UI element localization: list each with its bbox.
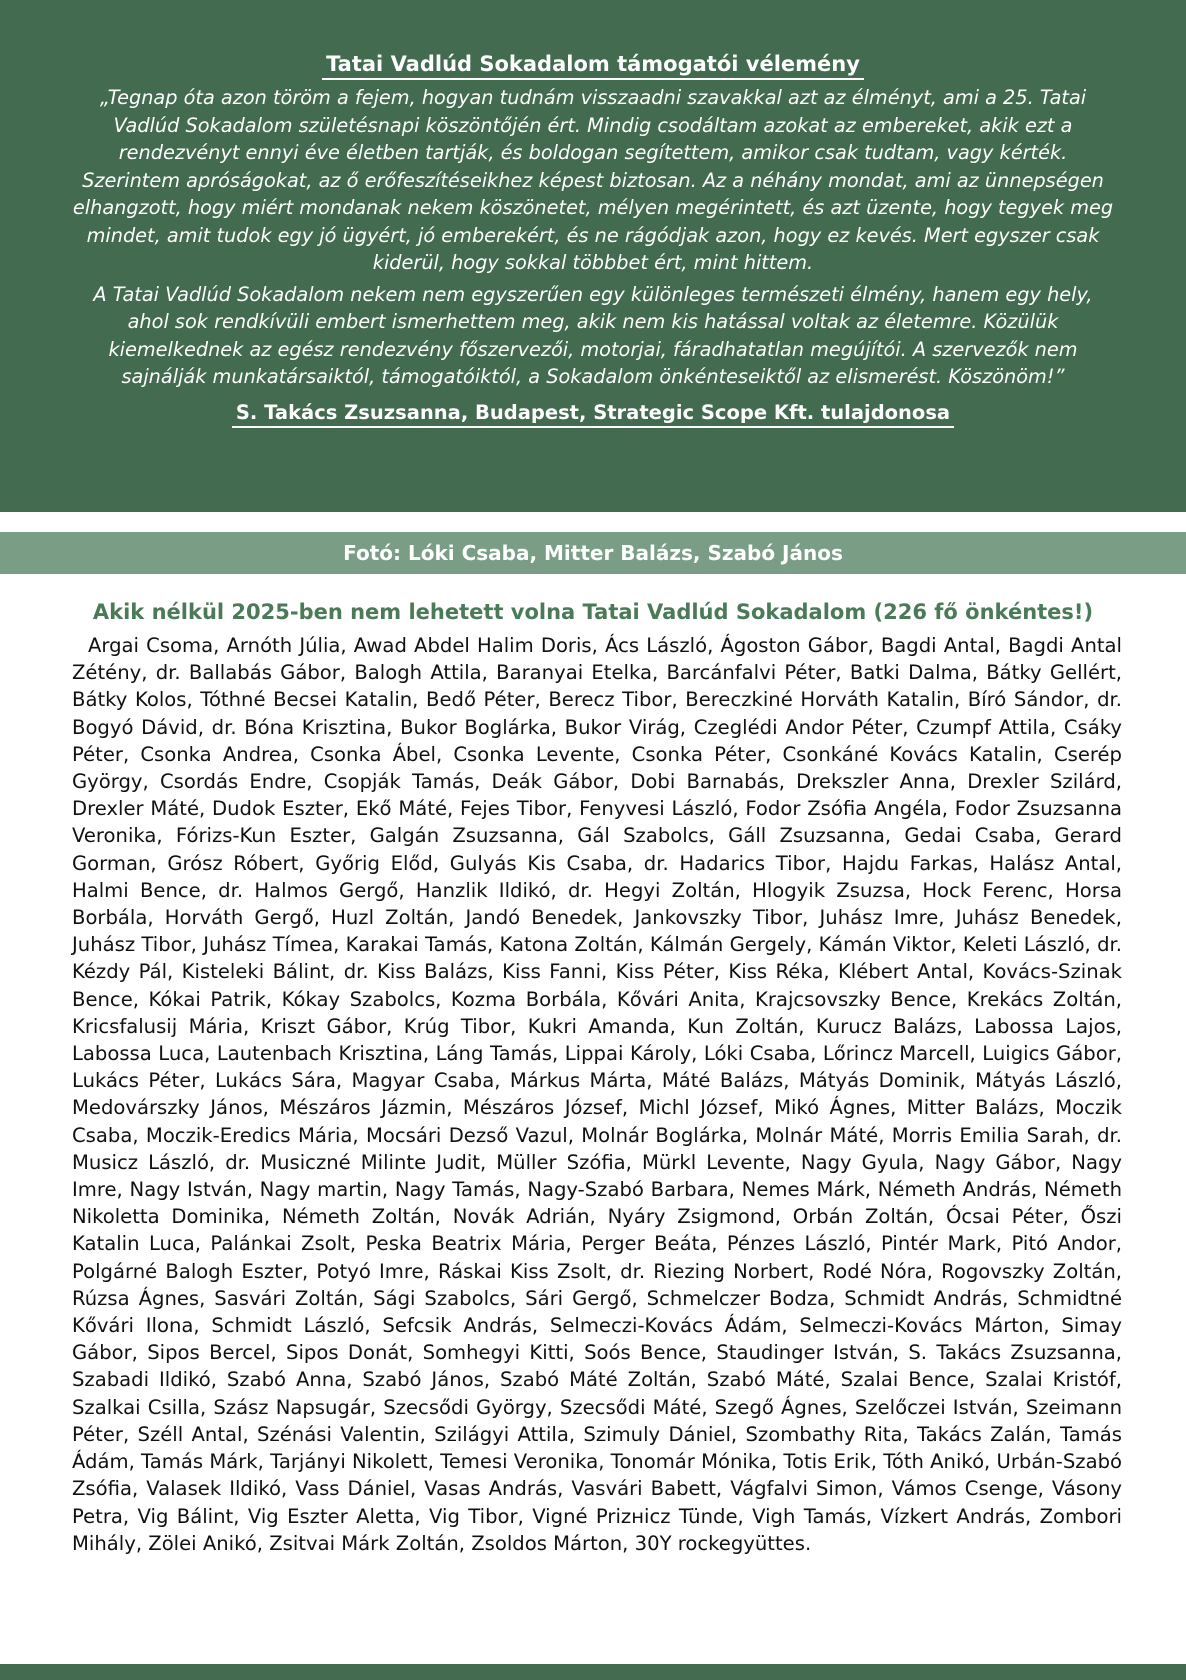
volunteers-list: Argai Csoma, Arnóth Júlia, Awad Abdel Halim Doris, Ács László, Ágoston Gábor, Bagdi Antal, Bagdi Antal Zétény, dr. Ballabás Gábor, Balogh Attila, Baranyai Etelka, Barcánfalvi Péter, Batki Dalma, Bátky Gellért, Bátky Kolos, Tóthné Becsei Katalin, Bedő Péter, Berecz Tibor, Bereczkiné Horváth Katalin, Bíró Sándor, dr. Bogyó Dávid, dr. Bóna Krisztina, Bukor Boglárka, Bukor Virág, Czeglédi Andor Péter, Czumpf Attila, Csáky Péter, Csonka Andrea, Csonka Ábel, Csonka Levente, Csonka Péter, Csonkáné Kovács Katalin, Cserép György, Csordás Endre, Csopják Tamás, Deák Gábor, Dobi Barnabás, Drekszler Anna, Drexler Szilárd, Drexler Máté, Dudok Eszter, Ekő Máté, Fejes Tibor, Fenyvesi László, Fodor Zsófia Angéla, Fodor Zsuzsanna Veronika, Fórizs-Kun Eszter, Galgán Zsuzsanna, Gál Szabolcs, Gáll Zsuzsanna, Gedai Csaba, Gerard Gorman, Grósz Róbert, Győrig Előd, Gulyás Kis Csaba, dr. Hadarics Tibor, Hajdu Farkas, Halász Antal, Halmi Bence, dr. Halmos Gergő, Hanzlik Ildikó, dr. Hegyi Zoltán, Hlogyik Zsuzsa, Hock Ferenc, Horsa Borbála, Horváth Gergő, Huzl Zoltán, Jandó Benedek, Jankovszky Tibor, Juhász Imre, Juhász Benedek, Juhász Tibor, Juhász Tímea, Karakai Tamás, Katona Zoltán, Kálmán Gergely, Kámán Viktor, Keleti László, dr. Kézdy Pál, Kisteleki Bálint, dr. Kiss Balázs, Kiss Fanni, Kiss Péter, Kiss Réka, Klébert Antal, Kovács-Szinak Bence, Kókai Patrik, Kókay Szabolcs, Kozma Borbála, Kővári Anita, Krajcsovszky Bence, Krekács Zoltán, Kricsfalusij Mária, Kriszt Gábor, Krúg Tibor, Kukri Amanda, Kun Zoltán, Kurucz Balázs, Labossa Lajos, Labossa Luca, Lautenbach Krisztina, Láng Tamás, Lippai Károly, Lóki Csaba, Lőrincz Marcell, Luigics Gábor, Lukács Péter, Lukács Sára, Magyar Csaba, Márkus Márta, Máté Balázs, Mátyás Dominik, Mátyás László, Medovárszky János, Mészáros Jázmin, Mészáros József, Michl József, Mikó Ágnes, Mitter Balázs, Moczik Csaba, Moczik-Eredics Mária, Mocsári Dezső Vazul, Molnár Boglárka, Molnár Máté, Morris Emilia Sarah, dr. Musicz László, dr. Musiczné Milinte Judit, Müller Szófia, Mürkl Levente, Nagy Gyula, Nagy Gábor, Nagy Imre, Nagy István, Nagy martin, Nagy Tamás, Nagy-Szabó Barbara, Nemes Márk, Németh András, Németh Nikoletta Dominika, Németh Zoltán, Novák Adrián, Nyáry Zsigmond, Orbán Zoltán, Ócsai Péter, Őszi Katalin Luca, Palánkai Zsolt, Peska Beatrix Mária, Perger Beáta, Pénzes László, Pintér Mark, Pitó Andor, Polgárné Balogh Eszter, Potyó Imre, Ráskai Kiss Zsolt, dr. Riezing Norbert, Rodé Nóra, Rogovszky Zoltán, Rúzsa Ágnes, Sasvári Zoltán, Sági Szabolcs, Sári Gergő, Schmelczer Bodza, Schmidt András, Schmidtné Kővári Ilona, Schmidt László, Sefcsik András, Selmeczi-Kovács Ádám, Selmeczi-Kovács Márton, Simay Gábor, Sipos Bercel, Sipos Donát, Somhegyi Kitti, Soós Bence, Staudinger István, S. Takács Zsuzsanna, Szabadi Ildikó, Szabó Anna, Szabó János, Szabó Máté Zoltán, Szabó Máté, Szalai Bence, Szalai Kristóf, Szalkai Csilla, Szász Napsugár, Szecsődi György, Szecsődi Máté, Szegő Ágnes, Szelőczei István, Szeimann Péter, Széll Antal, Szénási Valentin, Szilágyi Attila, Szimuly Dániel, Szombathy Rita, Takács Zalán, Tamás Ádám, Tamás Márk, Tarjányi Nikolett, Temesi Veronika, Tonomár Mónika, Totis Erik, Tóth Anikó, Urbán-Szabó Zsófia, Valasek Ildikó, Vass Dániel, Vasas András, Vasvári Babett, Vágfalvi Simon, Vámos Csenge, Vásony Petra, Vig Bálint, Vig Eszter Aletta, Vig Tibor, Vigné Prizнicz Tünde, Vigh Tamás, Vízkert András, Zombori Mihály, Zölei Anikó, Zsitvai Márk Zoltán, Zsoldos Márton, 30Y rockegyüttes. bbox=[72, 634, 1122, 1555]
footer-bar bbox=[0, 1664, 1186, 1680]
testimonial-paragraph-2: A Tatai Vadlúd Sokadalom nekem nem egyszerűen egy különleges természeti élmény, hanem egy hely, ahol sok rendkívüli embert ismerhettem meg, akik nem kis hatással voltak az életemre. Közülük kiemelkednek az egész rendezvény főszervezői, motorjai, fáradhatatlan megújítói. A szervezők nem sajnálják munkatársaiktól, támogatóiktól, a Sokadalom önkénteseiktől az elismerést. Köszönöm!” bbox=[93, 282, 1093, 388]
photo-credit: Fotó: Lóki Csaba, Mitter Balázs, Szabó János bbox=[0, 532, 1186, 574]
testimonial-section bbox=[0, 0, 1186, 512]
testimonial-title: Tatai Vadlúd Sokadalom támogatói vélemény bbox=[72, 52, 1114, 76]
testimonial-signature: S. Takács Zsuzsanna, Budapest, Strategic Scope Kft. tulajdonosa bbox=[72, 401, 1114, 424]
volunteers-heading: Akik nélkül 2025-ben nem lehetett volna Tatai Vadlúd Sokadalom (226 fő önkéntes!) bbox=[92, 600, 1094, 624]
testimonial-paragraph-1: „Tegnap óta azon töröm a fejem, hogyan tudnám visszaadni szavakkal azt az élményt, ami a 25. Tatai Vadlúd Sokadalom születésnapi köszöntőjén ért. Mindig csodáltam azokat az embereket, akik ezt a rendezvényt ennyi éve életben tartják, és boldogan segítettem, amikor csak tudtam, vagy kérték. Szerintem apróságokat, az ő erőfeszítéseikhez képest biztosan. Az a néhány mondat, ami az ünnepségen elhangzott, hogy miért mondanak nekem köszönetet, mélyen megérintett, és azt üzente, hogy tegyek meg mindet, amit tudok egy jó ügyért, jó emberekért, és ne rágódjak azon, hogy ez kevés. Mert egyszer csak kiderül, hogy sokkal többbet ért, mint hittem. bbox=[72, 86, 1114, 274]
